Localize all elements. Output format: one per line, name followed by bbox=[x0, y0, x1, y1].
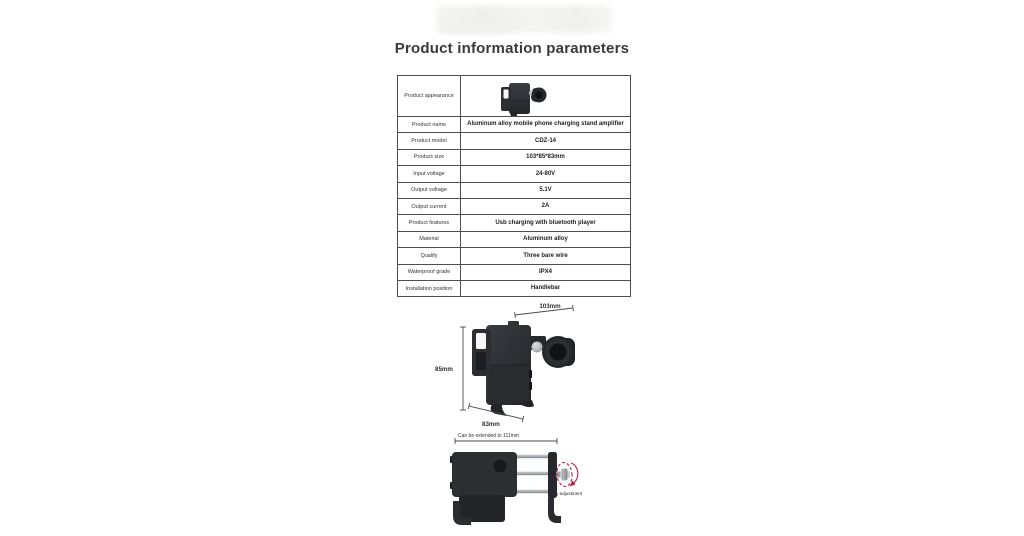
product-photo bbox=[498, 80, 548, 116]
spec-label: Output current bbox=[398, 198, 461, 214]
spec-value: IPX4 bbox=[461, 264, 631, 280]
spec-row bbox=[398, 166, 631, 182]
spec-value: Handlebar bbox=[461, 280, 631, 296]
size-diagram bbox=[430, 300, 610, 430]
extension-dimension bbox=[455, 433, 557, 444]
adjustment-label: ary adjustment bbox=[552, 491, 583, 496]
spec-label: Waterproof grade bbox=[398, 264, 461, 280]
dimension-label-width: 103mm bbox=[539, 303, 561, 310]
spec-row bbox=[398, 198, 631, 214]
spec-label: Product size bbox=[398, 149, 461, 165]
spec-label: Product name bbox=[398, 117, 461, 133]
spec-label: Qualify bbox=[398, 248, 461, 264]
dimension-label-height: 85mm bbox=[435, 366, 453, 373]
spec-label: Input voltage bbox=[398, 166, 461, 182]
spec-value: 24-80V bbox=[461, 166, 631, 182]
spec-label: Product appearance bbox=[398, 76, 461, 117]
spec-row bbox=[398, 231, 631, 247]
page-title: Product information parameters bbox=[394, 40, 630, 57]
spec-row bbox=[398, 117, 631, 133]
spec-label: Output voltage bbox=[398, 182, 461, 198]
dimension-height bbox=[435, 327, 466, 410]
dimension-label-depth: 83mm bbox=[482, 421, 500, 428]
spec-value: Three bare wire bbox=[461, 248, 631, 264]
dimension-width bbox=[515, 303, 574, 318]
spec-label: Installation position bbox=[398, 280, 461, 296]
faded-header-image-detail bbox=[440, 20, 510, 34]
spec-value: CDZ-14 bbox=[461, 133, 631, 149]
spec-value: 103*85*83mm bbox=[461, 149, 631, 165]
spec-row bbox=[398, 215, 631, 231]
spec-row bbox=[398, 248, 631, 264]
spec-row bbox=[398, 264, 631, 280]
spec-row bbox=[398, 133, 631, 149]
spec-value: Aluminum alloy mobile phone charging stand amplifier bbox=[461, 117, 631, 133]
spec-value: Usb charging with bluetooth player bbox=[461, 215, 631, 231]
spec-row bbox=[398, 149, 631, 165]
spec-label: Product model bbox=[398, 133, 461, 149]
spec-value: Aluminum alloy bbox=[461, 231, 631, 247]
product-extension-view bbox=[450, 452, 570, 525]
product-size-view bbox=[472, 321, 575, 416]
spec-label: Material bbox=[398, 231, 461, 247]
spec-value: 5.1V bbox=[461, 182, 631, 198]
spec-row bbox=[398, 182, 631, 198]
extension-label: Can be extended to 111mm bbox=[458, 433, 519, 439]
spec-value: 2A bbox=[461, 198, 631, 214]
extension-diagram bbox=[443, 428, 603, 533]
spec-label: Product features bbox=[398, 215, 461, 231]
spec-row bbox=[398, 280, 631, 296]
